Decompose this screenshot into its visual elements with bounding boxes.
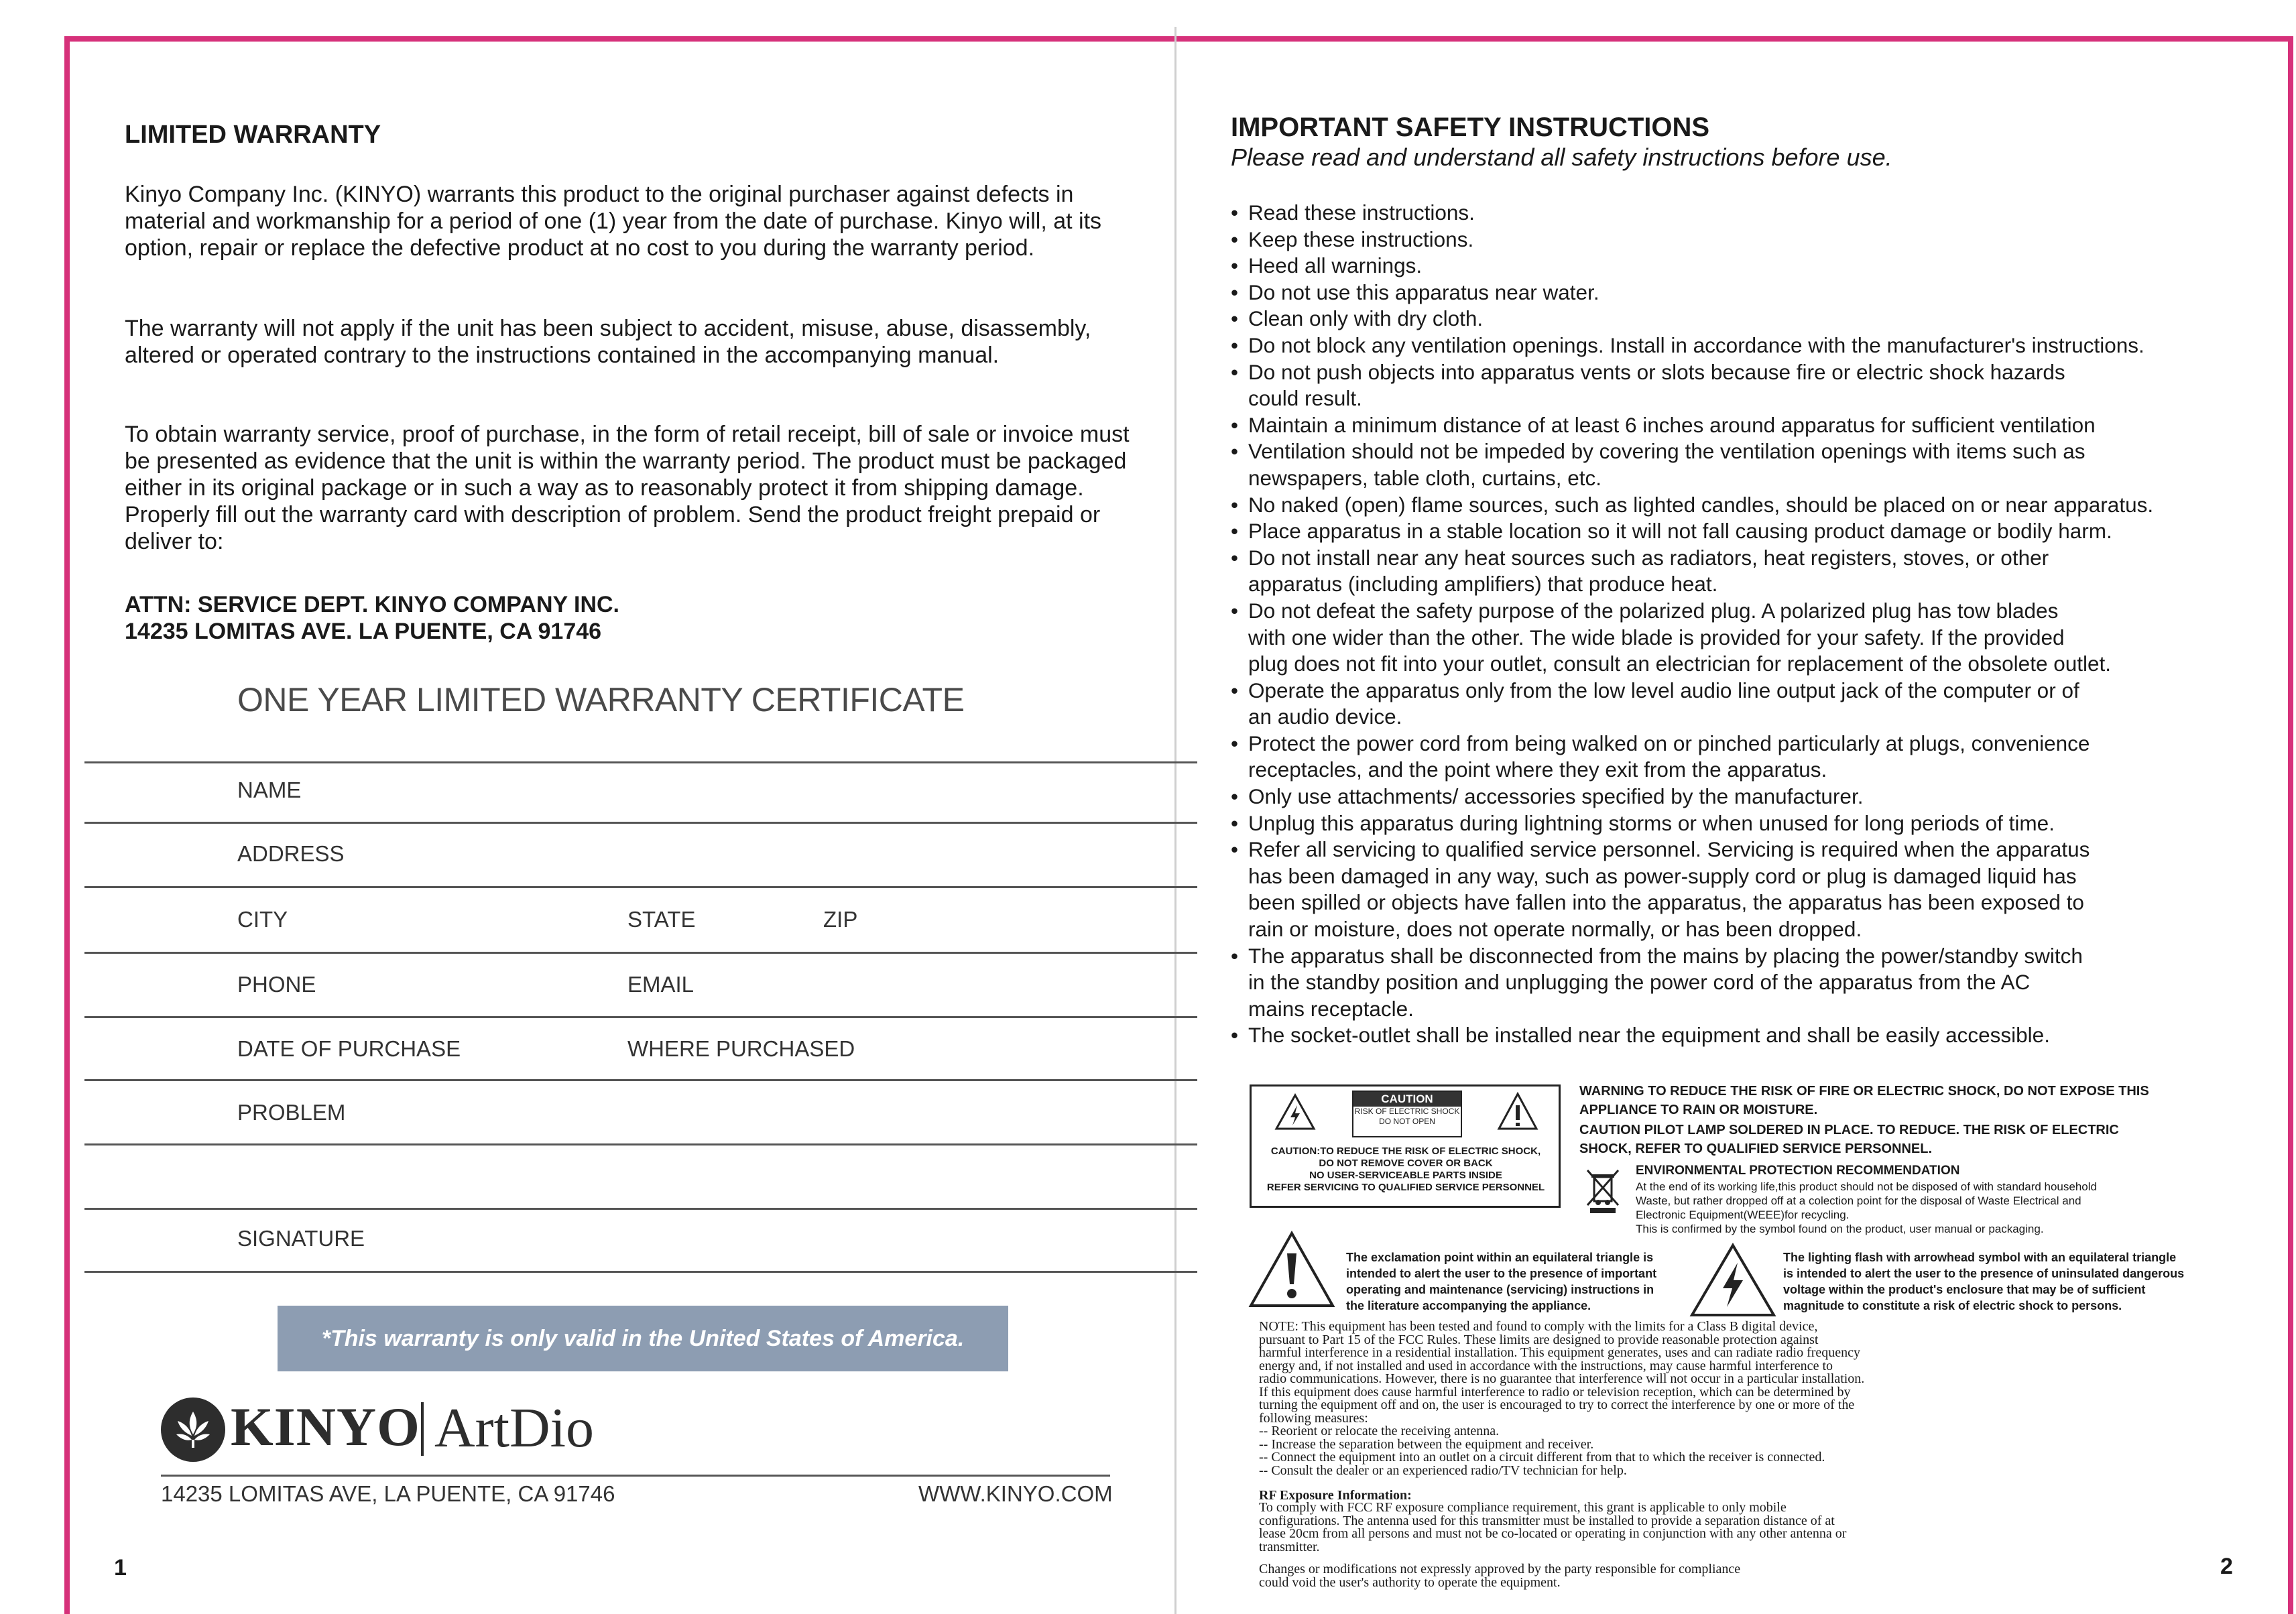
warning-text-block <box>1579 1082 2169 1158</box>
usa-only-notice <box>278 1306 1008 1371</box>
caution-label-box <box>1352 1091 1462 1137</box>
phone-field[interactable]: PHONE <box>237 972 316 997</box>
exclamation-warning-icon <box>1497 1092 1538 1131</box>
fcc-note: NOTE: This equipment has been tested and found to comply with the limits for a Class B digital device, pursuant to Part 15 of the FCC Rules. These limits are designed to provide reasonable protection against harmful interference in a residential installation. This equipment generates, uses and can radiate radio frequency energy and, if not installed and used in accordance with the instructions, may cause harmful interference to radio communications. However, there is no guarantee that interference will not occur in a particular installation. If this equipment does cause harmful interference to radio or television reception, which can be determined by turning the equipment off and on, the user is encouraged to try to correct the interference by one or more of the following measures: -- Reorient or relocate the receiving antenna. -- Increase the separation between the equipment and receiver. -- Connect the equipment into an outlet on a circuit different from that to which the receiver is connected. -- Consult the dealer or an experienced radio/TV technician for help. <box>1259 1319 1865 1478</box>
page-border-top <box>64 36 2293 42</box>
caution-box <box>1250 1084 1561 1208</box>
safety-item: • Refer all servicing to qualified service personnel. Servicing is required when the apparatus has been damaged in any way, such as power-supply cord or plug is damaged liquid has been spilled or objects have fallen into the apparatus, the apparatus has been exposed to rain or moisture, does not operate normally, or has been dropped. <box>1231 836 2223 942</box>
form-rule <box>84 761 1197 763</box>
safety-item: • Do not block any ventilation openings. Install in accordance with the manufacturer's instructions. <box>1231 332 2223 359</box>
exclamation-triangle-icon <box>1248 1231 1335 1308</box>
weee-bin-icon <box>1586 1169 1620 1215</box>
form-rule <box>84 1143 1197 1145</box>
zip-field[interactable]: ZIP <box>823 907 858 932</box>
name-field[interactable]: NAME <box>237 778 302 802</box>
safety-heading: IMPORTANT SAFETY INSTRUCTIONS <box>1231 113 1710 142</box>
pilot-lamp-caution: CAUTION PILOT LAMP SOLDERED IN PLACE. TO REDUCE. THE RISK OF ELECTRIC SHOCK, REFER TO QUALIFIED SERVICE PERSONNEL. <box>1579 1123 2119 1156</box>
form-rule <box>84 886 1197 888</box>
lightning-warning-icon <box>1274 1093 1316 1131</box>
artdio-logo: ArtDio <box>434 1397 594 1459</box>
service-address <box>125 591 619 645</box>
page-number-right: 2 <box>2220 1554 2233 1579</box>
usa-only-notice-text: *This warranty is only valid in the United States of America. <box>321 1325 965 1351</box>
safety-item: • Only use attachments/ accessories specified by the manufacturer. <box>1231 784 2223 810</box>
warranty-heading: LIMITED WARRANTY <box>125 121 381 149</box>
warranty-paragraph-1: Kinyo Company Inc. (KINYO) warrants this product to the original purchaser against defects in material and workmanship for a period of one (1) year from the date of purchase. Kinyo will, at its option, repair or replace the defective product at no cost to you during the warranty period. <box>125 182 1102 261</box>
lightning-triangle-icon <box>1689 1243 1776 1318</box>
page-fold-line <box>1174 27 1176 1614</box>
certificate-title: ONE YEAR LIMITED WARRANTY CERTIFICATE <box>237 681 965 719</box>
kinyo-logo-emblem <box>161 1398 225 1462</box>
footer-rule <box>161 1475 1110 1477</box>
safety-item: • Place apparatus in a stable location so it will not fall causing product damage or bodily harm. <box>1231 518 2223 545</box>
problem-field[interactable]: PROBLEM <box>237 1100 346 1125</box>
footer-address: 14235 LOMITAS AVE, LA PUENTE, CA 91746 <box>161 1481 615 1506</box>
safety-item: • Do not defeat the safety purpose of the polarized plug. A polarized plug has tow blades with one wider than the other. The wide blade is provided for your safety. If the provided plug does not fit into your outlet, consult an electrician for replacement of the obsolete outlet. <box>1231 598 2223 678</box>
form-rule <box>84 1271 1197 1273</box>
safety-item: • Maintain a minimum distance of at least 6 inches around apparatus for sufficient ventilation <box>1231 412 2223 439</box>
form-rule <box>84 952 1197 954</box>
warranty-paragraph-2: The warranty will not apply if the unit has been subject to accident, misuse, abuse, disassembly, altered or operated contrary to the instructions contained in the accompanying manual. <box>125 316 1091 368</box>
city-field[interactable]: CITY <box>237 907 288 932</box>
address-field[interactable]: ADDRESS <box>237 841 345 866</box>
service-address-line-2: 14235 LOMITAS AVE. LA PUENTE, CA 91746 <box>125 619 602 644</box>
form-rule <box>84 822 1197 824</box>
modifications-notice: Changes or modifications not expressly approved by the party responsible for compliance could void the user's authority to operate the equipment. <box>1259 1562 1741 1590</box>
safety-item: • Do not push objects into apparatus vents or slots because fire or electric shock hazards could result. <box>1231 359 2223 412</box>
caution-box-text: CAUTION:TO REDUCE THE RISK OF ELECTRIC SHOCK, DO NOT REMOVE COVER OR BACK NO USER-SERVICEABLE PARTS INSIDE REFER SERVICING TO QUALIFIED SERVICE PERSONNEL <box>1266 1145 1545 1193</box>
safety-subheading: Please read and understand all safety instructions before use. <box>1231 143 1892 171</box>
safety-item: • The socket-outlet shall be installed near the equipment and shall be easily accessible. <box>1231 1022 2223 1049</box>
rf-exposure-body: To comply with FCC RF exposure compliance requirement, this grant is applicable to only mobile configurations. The antenna used for this transmitter must be installed to provide a separation distance of at lease 20cm from all persons and must not be co-located or operating in conjunction with any other antenna or transmitter. <box>1259 1500 1847 1554</box>
logo-divider <box>421 1402 424 1456</box>
safety-item: • Ventilation should not be impeded by covering the ventilation openings with items such as newspapers, table cloth, curtains, etc. <box>1231 438 2223 491</box>
safety-item: • Do not use this apparatus near water. <box>1231 280 2223 306</box>
kinyo-logo: KINYO <box>231 1396 420 1457</box>
safety-item: • The apparatus shall be disconnected from the mains by placing the power/standby switch in the standby position and unplugging the power cord of the apparatus from the AC mains receptacle. <box>1231 943 2223 1023</box>
rf-exposure-title: RF Exposure Information: <box>1259 1488 1412 1503</box>
environmental-body: At the end of its working life,this product should not be disposed of with standard household Waste, but rather dropped off at a colection point for the disposal of Waste Electrical and Electronic Equipment(WEEE)for recycling. This is confirmed by the symbol found on the product, user manual or packaging. <box>1636 1180 2097 1235</box>
leaf-emblem-icon <box>170 1406 217 1453</box>
service-address-line-1: ATTN: SERVICE DEPT. KINYO COMPANY INC. <box>125 592 620 617</box>
page-border-right <box>2288 36 2293 1614</box>
fire-shock-warning: WARNING TO REDUCE THE RISK OF FIRE OR ELECTRIC SHOCK, DO NOT EXPOSE THIS APPLIANCE TO RAIN OR MOISTURE. <box>1579 1084 2149 1117</box>
page-number-left: 1 <box>114 1555 127 1580</box>
safety-item: • No naked (open) flame sources, such as lighted candles, should be placed on or near apparatus. <box>1231 492 2223 519</box>
safety-item: • Do not install near any heat sources such as radiators, heat registers, stoves, or other apparatus (including amplifiers) that produce heat. <box>1231 545 2223 598</box>
footer-website: WWW.KINYO.COM <box>918 1481 1113 1506</box>
safety-item: • Read these instructions. <box>1231 200 2223 227</box>
safety-instructions-list <box>1231 200 2223 1049</box>
where-purchased-field[interactable]: WHERE PURCHASED <box>627 1036 855 1061</box>
exclamation-explanation: The exclamation point within an equilateral triangle is intended to alert the user to the presence of important operating and maintenance (servicing) instructions in the literature accompanying the appliance. <box>1346 1251 1657 1312</box>
email-field[interactable]: EMAIL <box>627 972 694 997</box>
caution-label: CAUTION <box>1353 1092 1461 1107</box>
form-rule <box>84 1208 1197 1210</box>
state-field[interactable]: STATE <box>627 907 696 932</box>
safety-item: • Unplug this apparatus during lightning storms or when unused for long periods of time. <box>1231 810 2223 837</box>
safety-item: • Heed all warnings. <box>1231 253 2223 280</box>
date-of-purchase-field[interactable]: DATE OF PURCHASE <box>237 1036 461 1061</box>
safety-item: • Protect the power cord from being walked on or pinched particularly at plugs, convenience receptacles, and the point where they exit from the apparatus. <box>1231 731 2223 784</box>
safety-item: • Operate the apparatus only from the low level audio line output jack of the computer or of an audio device. <box>1231 678 2223 731</box>
form-rule <box>84 1079 1197 1081</box>
caution-sublabel: RISK OF ELECTRIC SHOCK DO NOT OPEN <box>1354 1107 1460 1126</box>
environmental-title: ENVIRONMENTAL PROTECTION RECOMMENDATION <box>1636 1164 1960 1178</box>
warranty-paragraph-3: To obtain warranty service, proof of purchase, in the form of retail receipt, bill of sale or invoice must be presented as evidence that the unit is within the warranty period. The product must be packaged either in its original package or in such a way as to reasonably protect it from shipping damage. Properly fill out the warranty card with description of problem. Send the product freight prepaid or deliver to: <box>125 422 1130 554</box>
form-rule <box>84 1016 1197 1018</box>
signature-field[interactable]: SIGNATURE <box>237 1226 365 1251</box>
safety-item: • Clean only with dry cloth. <box>1231 306 2223 332</box>
lightning-explanation: The lighting flash with arrowhead symbol with an equilateral triangle is intended to alert the user to the presence of uninsulated dangerous voltage within the product's enclosure that may be of sufficient magnitude to constitute a risk of electric shock to persons. <box>1783 1251 2185 1312</box>
safety-item: • Keep these instructions. <box>1231 227 2223 253</box>
page-border-left <box>64 36 70 1614</box>
